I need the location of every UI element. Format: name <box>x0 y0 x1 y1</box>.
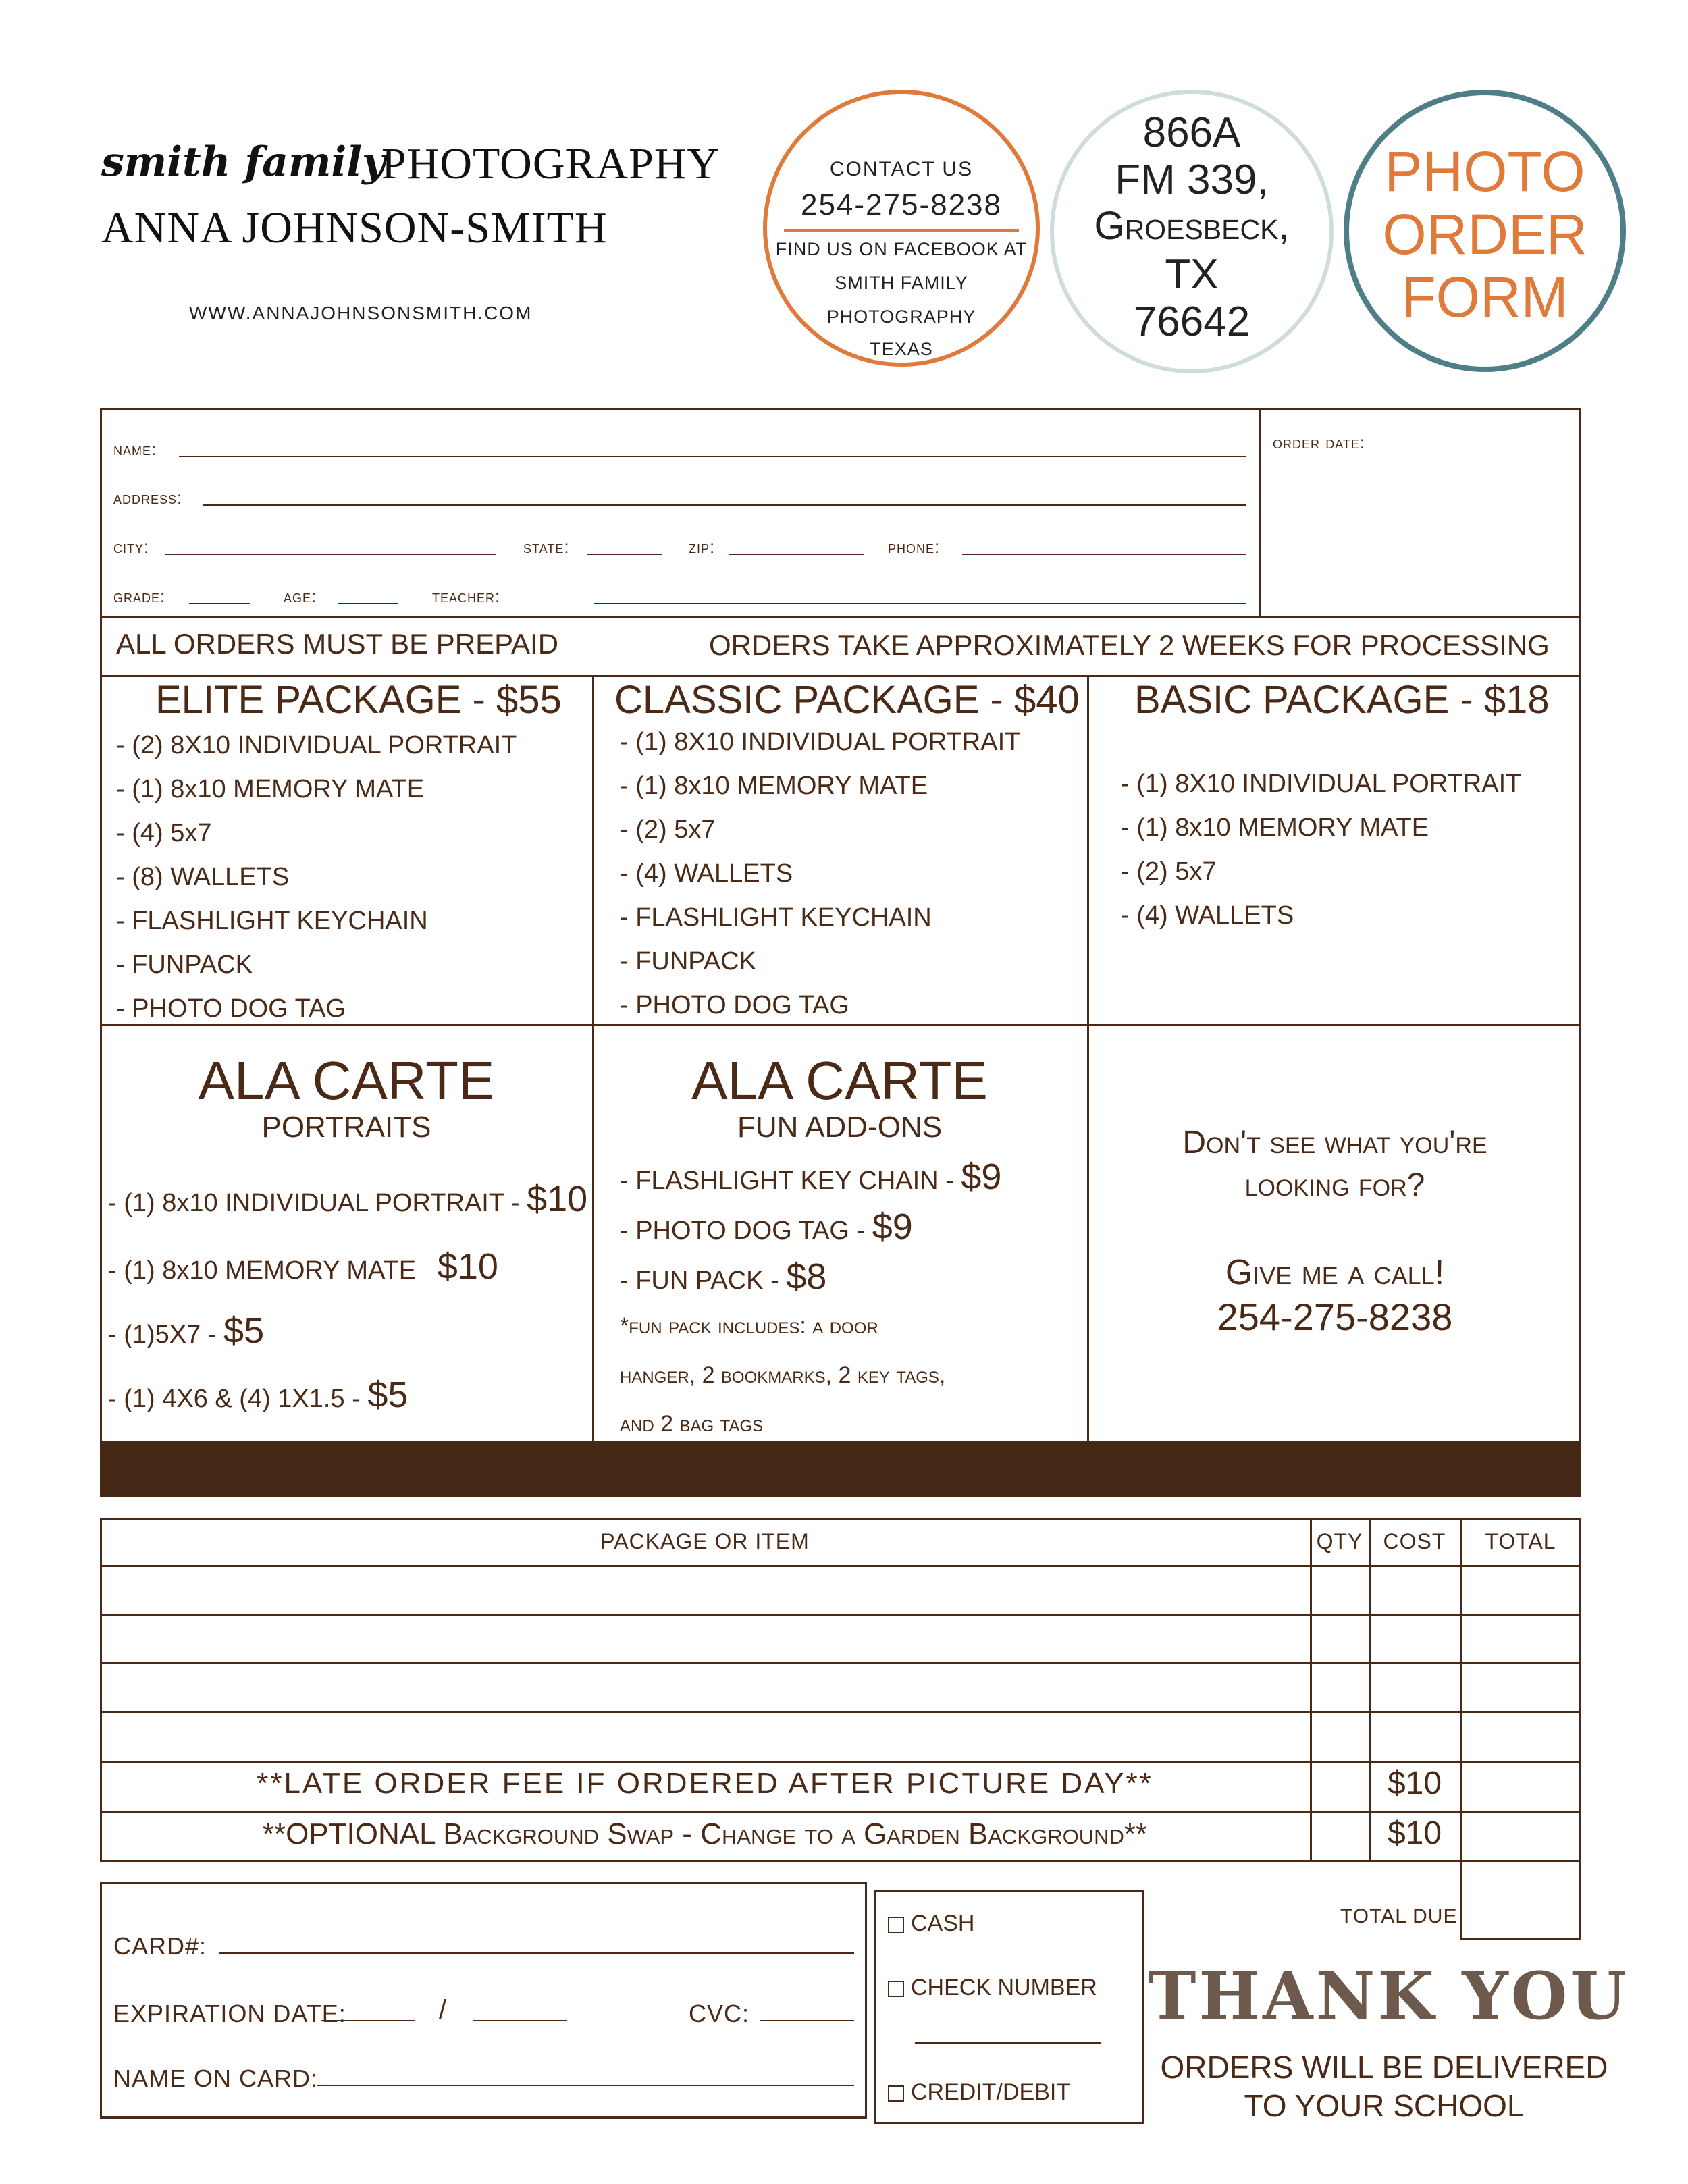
portrait-item-price: $10 <box>527 1179 588 1219</box>
call-line-3: Give me a call! <box>1225 1253 1445 1292</box>
elite-item: - (2) 8X10 INDIVIDUAL PORTRAIT <box>116 731 517 760</box>
check-checkbox[interactable] <box>888 1981 904 1997</box>
facebook-name-2: PHOTOGRAPHY <box>826 307 976 327</box>
grade-label: grade: <box>113 586 166 606</box>
col-header-qty: QTY <box>1316 1529 1363 1553</box>
ala-carte-portraits-title: ALA CARTE <box>198 1050 495 1111</box>
name-field[interactable] <box>179 456 1246 457</box>
classic-package-title: CLASSIC PACKAGE - $40 <box>614 678 1080 722</box>
address-circle <box>1050 90 1334 373</box>
basic-item: - (1) 8X10 INDIVIDUAL PORTRAIT <box>1121 770 1522 798</box>
basic-package-title: BASIC PACKAGE - $18 <box>1134 678 1550 722</box>
credit-checkbox[interactable] <box>888 2085 904 2102</box>
check-number-field[interactable] <box>915 2042 1101 2044</box>
contact-heading: CONTACT US <box>829 158 974 180</box>
address-state: TX <box>1165 251 1219 298</box>
ala-carte-fun-subtitle: FUN ADD-ONS <box>737 1111 943 1144</box>
fun-item-label: - FLASHLIGHT KEY CHAIN - <box>620 1167 954 1195</box>
order-row-item-field[interactable] <box>101 1663 1309 1709</box>
facebook-line: FIND US ON FACEBOOK AT <box>775 239 1028 259</box>
basic-item: - (1) 8x10 MEMORY MATE <box>1121 814 1429 842</box>
check-label: CHECK NUMBER <box>911 1975 1097 2000</box>
classic-item: - FUNPACK <box>620 947 756 976</box>
fun-item-label: - FUN PACK - <box>620 1267 779 1295</box>
portrait-item-label: - (1) 4X6 & (4) 1X1.5 - <box>108 1385 361 1413</box>
total-due-label: TOTAL DUE <box>1340 1905 1458 1927</box>
address-zip: 76642 <box>1133 298 1250 345</box>
elite-item: - PHOTO DOG TAG <box>116 994 346 1023</box>
age-field[interactable] <box>338 603 398 604</box>
basic-item: - (4) WALLETS <box>1121 901 1294 930</box>
order-form-title-circle <box>1344 90 1626 372</box>
total-due-field[interactable] <box>1460 1861 1581 1940</box>
name-label: name: <box>113 439 157 459</box>
classic-item: - FLASHLIGHT KEYCHAIN <box>620 903 932 932</box>
order-row-item-field[interactable] <box>101 1712 1309 1759</box>
check-option[interactable] <box>888 1975 1097 2001</box>
classic-item: - (1) 8x10 MEMORY MATE <box>620 772 928 800</box>
thank-you-text: THANK YOU <box>1148 1958 1630 2034</box>
basic-item: - (2) 5x7 <box>1121 857 1217 886</box>
call-line-2: looking for? <box>1244 1167 1425 1203</box>
zip-field[interactable] <box>729 554 864 555</box>
cvc-field[interactable] <box>760 2020 854 2021</box>
order-row-item-field[interactable] <box>101 1566 1309 1612</box>
cash-checkbox[interactable] <box>888 1917 904 1933</box>
portrait-item-label: - (1) 8x10 INDIVIDUAL PORTRAIT - <box>108 1189 520 1217</box>
ala-carte-fun-title: ALA CARTE <box>691 1050 988 1111</box>
col-header-total: TOTAL <box>1485 1529 1556 1553</box>
grade-field[interactable] <box>189 603 250 604</box>
classic-item: - (1) 8X10 INDIVIDUAL PORTRAIT <box>620 728 1021 756</box>
portrait-item-price: $5 <box>223 1310 265 1351</box>
late-fee-cost: $10 <box>1387 1765 1442 1801</box>
classic-item: - (2) 5x7 <box>620 816 716 844</box>
order-date-label: order date: <box>1273 432 1366 452</box>
elite-item: - FLASHLIGHT KEYCHAIN <box>116 907 428 935</box>
brand-script-name: smith family <box>101 138 386 186</box>
late-fee-label: **LATE ORDER FEE IF ORDERED AFTER PICTURE DAY** <box>257 1767 1153 1800</box>
portrait-item-price: $5 <box>367 1375 408 1415</box>
facebook-name-3: TEXAS <box>870 339 933 359</box>
address-city: Groesbeck, <box>1094 204 1290 248</box>
contact-phone[interactable]: 254-275-8238 <box>800 188 1002 221</box>
fun-item-price: $9 <box>961 1156 1002 1197</box>
expiration-slash: / <box>439 1995 447 2025</box>
cash-label: CASH <box>911 1911 975 1936</box>
zip-label: zip: <box>689 537 716 557</box>
expiration-month-field[interactable] <box>321 2020 415 2021</box>
address-label: address: <box>113 487 183 508</box>
state-label: state: <box>523 537 570 557</box>
photographer-name: ANNA JOHNSON-SMITH <box>101 203 608 252</box>
expiration-year-field[interactable] <box>473 2020 567 2021</box>
portrait-item-label: - (1) 8x10 MEMORY MATE <box>108 1256 417 1285</box>
name-on-card-label: NAME ON CARD: <box>113 2065 319 2092</box>
bg-swap-cost: $10 <box>1387 1815 1442 1851</box>
name-on-card-field[interactable] <box>317 2085 854 2086</box>
order-row-item-field[interactable] <box>101 1615 1309 1661</box>
delivery-line-2: TO YOUR SCHOOL <box>1244 2088 1525 2123</box>
credit-label: CREDIT/DEBIT <box>911 2079 1071 2105</box>
portrait-item-label: - (1)5X7 - <box>108 1321 217 1349</box>
title-form: FORM <box>1401 265 1568 329</box>
bg-swap-label: **OPTIONAL Background Swap - Change to a Garden Background** <box>262 1817 1148 1850</box>
contact-divider <box>784 229 1019 232</box>
fun-item-label: - PHOTO DOG TAG - <box>620 1217 866 1245</box>
address-field[interactable] <box>203 504 1246 506</box>
call-phone[interactable]: 254-275-8238 <box>1217 1296 1453 1338</box>
expiration-label: EXPIRATION DATE: <box>113 2000 346 2027</box>
address-line-2: FM 339, <box>1115 157 1269 203</box>
elite-item: - (4) 5x7 <box>116 819 212 847</box>
col-header-item: PACKAGE OR ITEM <box>600 1529 810 1553</box>
ala-carte-portraits-subtitle: PORTRAITS <box>261 1111 431 1144</box>
teacher-field[interactable] <box>594 603 1246 604</box>
website-link[interactable]: WWW.ANNAJOHNSONSMITH.COM <box>189 302 533 323</box>
credit-option[interactable] <box>888 2079 1070 2106</box>
fun-item-price: $8 <box>786 1256 827 1297</box>
card-number-field[interactable] <box>219 1952 854 1954</box>
funpack-note-3: and 2 bag tags <box>620 1411 764 1437</box>
city-label: city: <box>113 537 150 557</box>
col-header-cost: COST <box>1383 1529 1446 1553</box>
fun-item-price: $9 <box>872 1206 913 1247</box>
title-order: ORDER <box>1382 203 1587 266</box>
brand-photography: PHOTOGRAPHY <box>381 139 720 188</box>
elite-item: - FUNPACK <box>116 951 253 979</box>
address-line-1: 866A <box>1142 109 1241 156</box>
phone-label: phone: <box>888 537 941 557</box>
classic-item: - PHOTO DOG TAG <box>620 991 849 1019</box>
contact-circle <box>763 90 1040 367</box>
city-field[interactable] <box>165 554 496 555</box>
card-number-label: CARD#: <box>113 1932 207 1960</box>
prepaid-notice: ALL ORDERS MUST BE PREPAID <box>116 628 559 660</box>
elite-package-title: ELITE PACKAGE - $55 <box>155 678 562 722</box>
brown-divider-band <box>100 1441 1581 1497</box>
funpack-note-2: hanger, 2 bookmarks, 2 key tags, <box>620 1362 946 1388</box>
cash-option[interactable] <box>888 1911 974 1937</box>
cvc-label: CVC: <box>689 2000 750 2027</box>
elite-item: - (8) WALLETS <box>116 863 290 891</box>
call-line-1: Don't see what you're <box>1182 1125 1487 1161</box>
classic-item: - (4) WALLETS <box>620 859 793 888</box>
age-label: age: <box>284 586 317 606</box>
state-field[interactable] <box>587 554 662 555</box>
elite-item: - (1) 8x10 MEMORY MATE <box>116 775 425 803</box>
delivery-line-1: ORDERS WILL BE DELIVERED <box>1160 2050 1608 2085</box>
facebook-name-1: SMITH FAMILY <box>835 273 968 293</box>
processing-notice: ORDERS TAKE APPROXIMATELY 2 WEEKS FOR PROCESSING <box>709 629 1550 661</box>
title-photo: PHOTO <box>1384 140 1585 203</box>
portrait-item-price: $10 <box>437 1246 498 1287</box>
phone-field[interactable] <box>962 554 1246 555</box>
funpack-note-1: *fun pack includes: a door <box>620 1313 878 1339</box>
teacher-label: teacher: <box>432 586 501 606</box>
